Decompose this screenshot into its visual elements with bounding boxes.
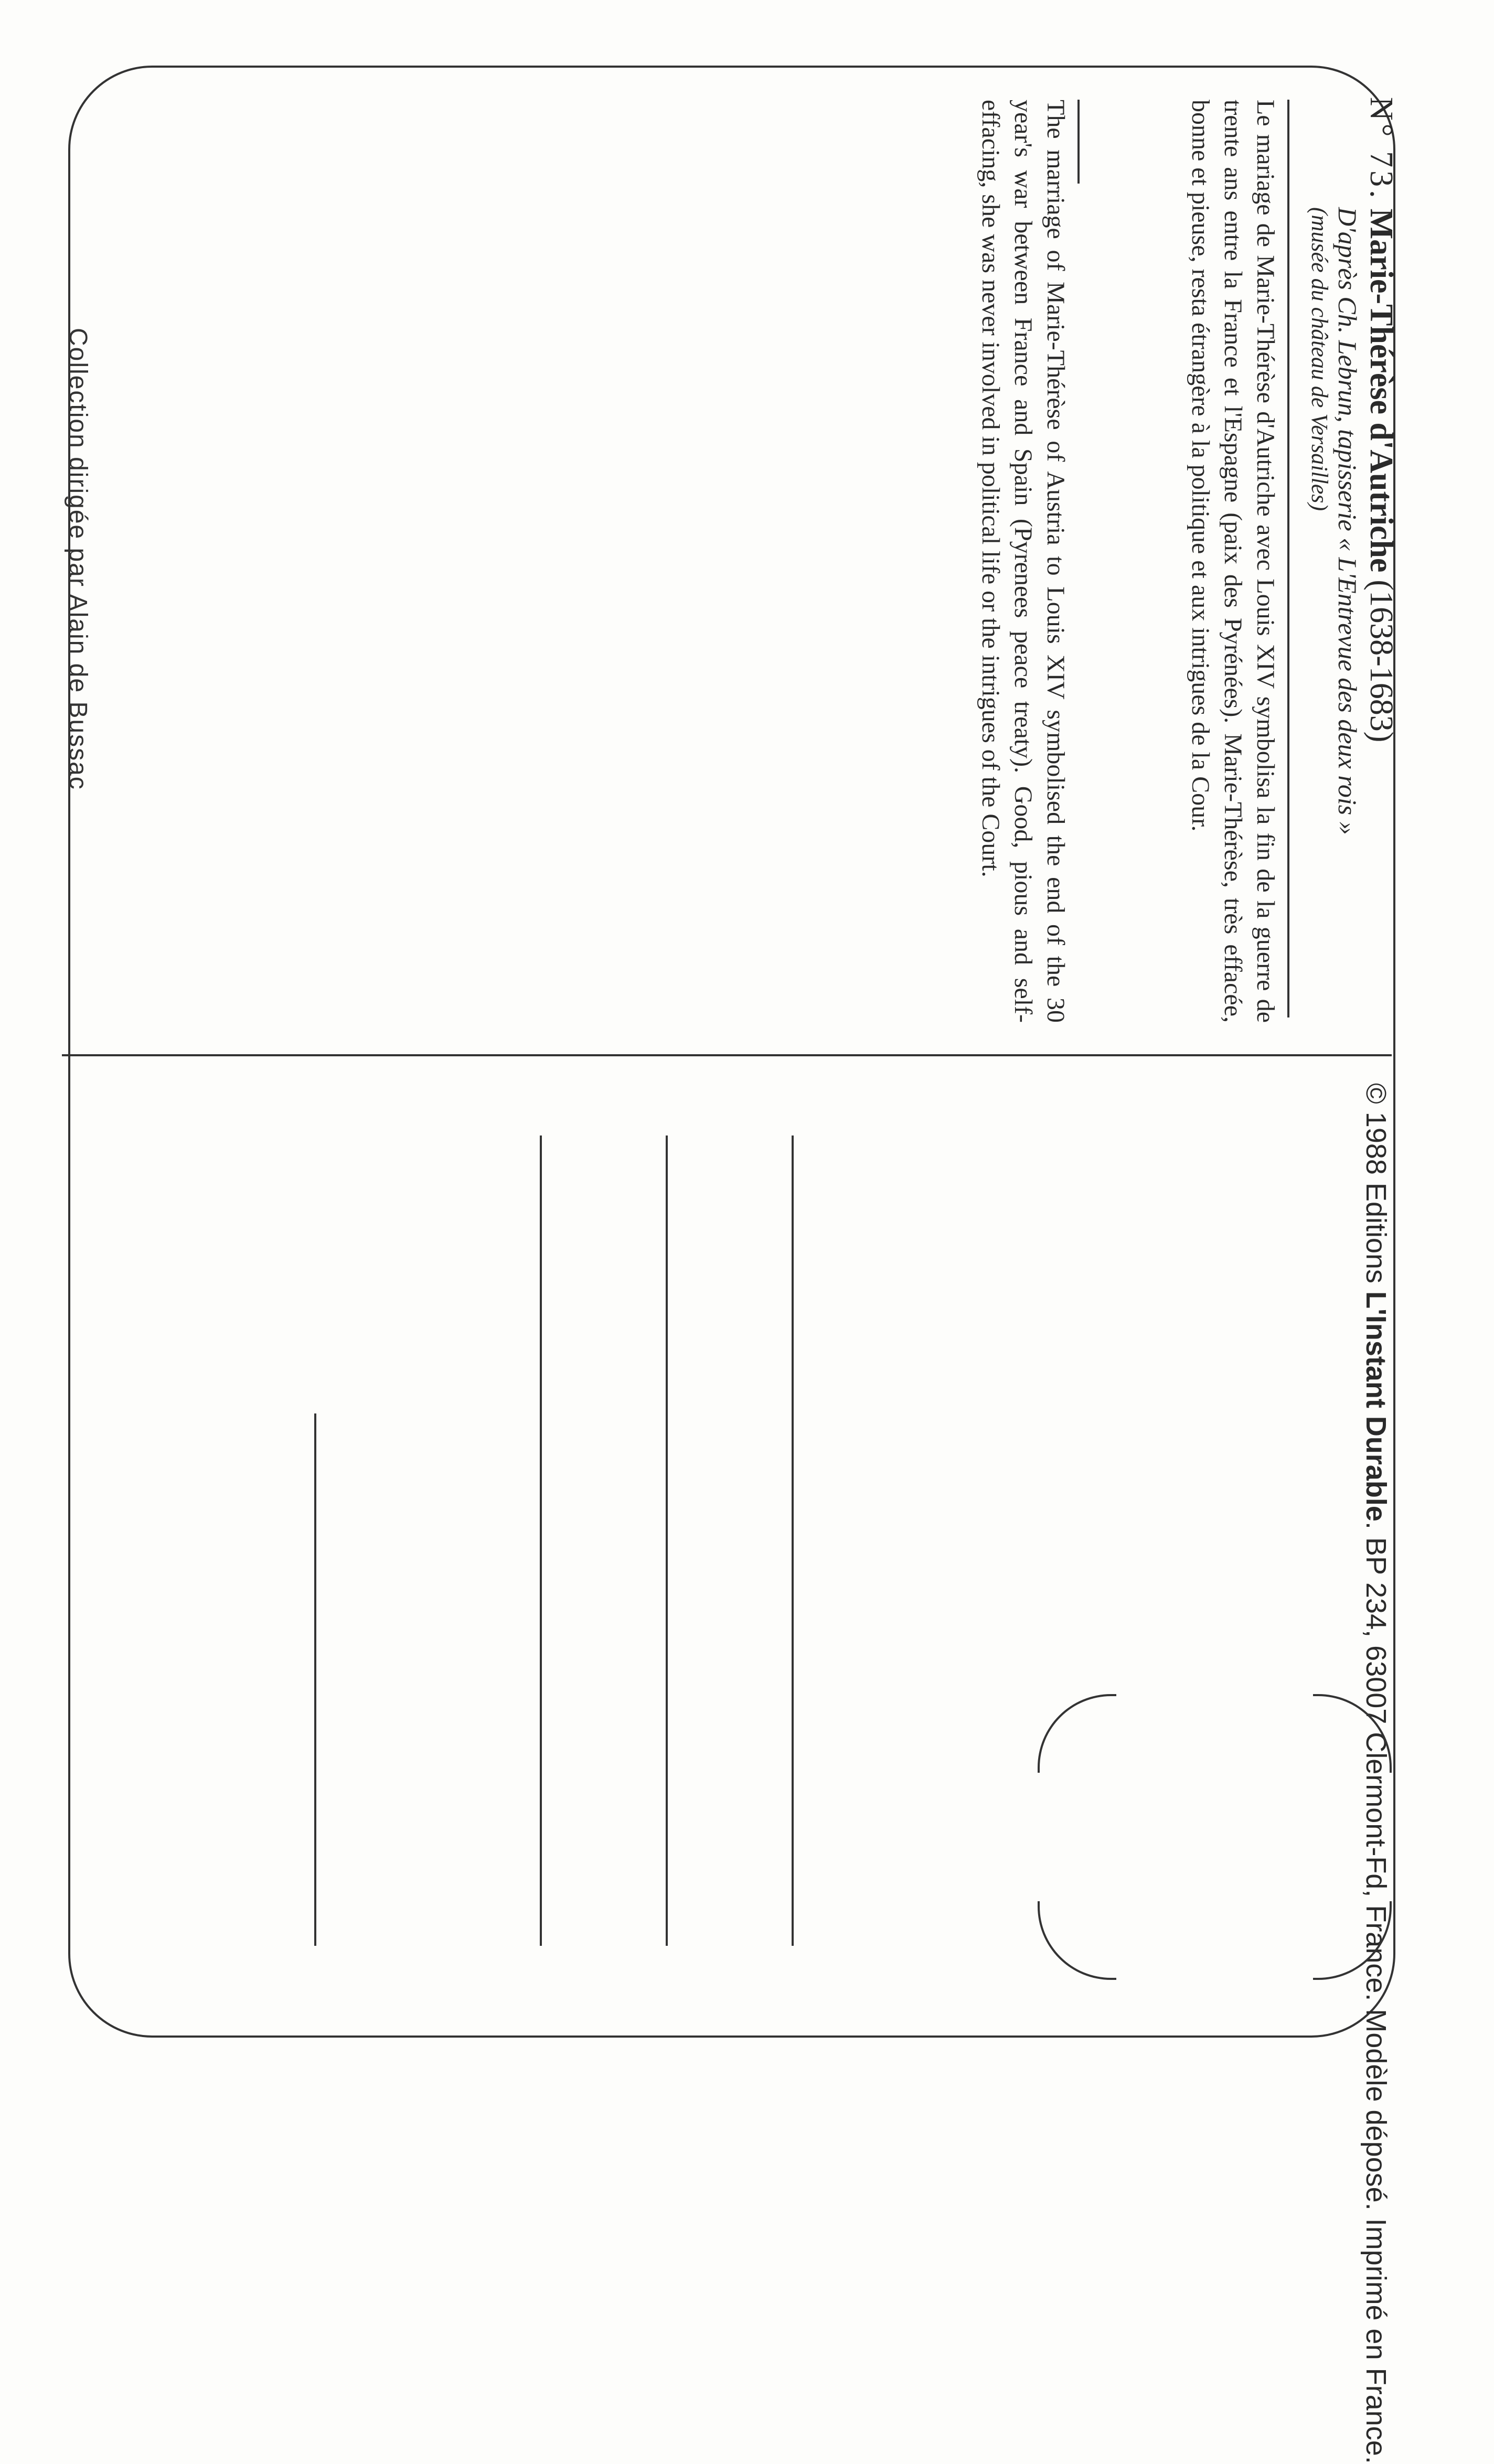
description-french: Le mariage de Marie-Thérèse d'Autriche avec Louis XIV symbolisa la fin de la guerre de trente ans entre la France et l'Espagne (paix des Pyrénées). Marie-Thérèse, très effacée, bonne et pieuse, resta étrangère à la politique et aux intrigues de la Cour. <box>1187 100 1279 1023</box>
card-subtitle: D'après Ch. Lebrun, tapisserie « L'Entrevue des deux rois » <box>1333 207 1362 835</box>
stamp-box-corner-bottom-right <box>1038 1901 1116 1980</box>
collection-credit: Collection dirigée par Alain de Bussac <box>64 328 92 790</box>
publisher-copyright <box>1360 1083 1392 2464</box>
address-line-3 <box>540 1135 542 1946</box>
copyright-suffix: . BP 234, 63007 Clermont-Fd, France. Modèle déposé. Imprimé en France. <box>1360 1521 1392 2464</box>
header-rule <box>1287 100 1289 1017</box>
address-line-4 <box>314 1413 316 1946</box>
language-separator <box>1077 100 1080 184</box>
card-title: Marie-Thérèse d'Autriche <box>1363 208 1399 573</box>
publisher-brand: L'Instant Durable <box>1360 1291 1392 1522</box>
card-number: N° 73. <box>1363 97 1399 201</box>
card-dates: (1638-1683) <box>1363 580 1399 743</box>
address-line-2 <box>666 1135 668 1946</box>
description-english: The marriage of Marie-Thérèse of Austria to Louis XIV symbolised the end of the 30 year's war between France and Spain (Pyrenees peace treaty). Good, pious and self-effacing, she was never involved in political life or the intrigues of the Court. <box>977 100 1070 1023</box>
copyright-prefix: © 1988 Editions <box>1360 1083 1392 1292</box>
address-line-1 <box>792 1135 794 1946</box>
center-divider <box>62 1054 1392 1056</box>
stamp-box-corner-bottom-left <box>1038 1694 1116 1773</box>
card-subtitle-museum: (musée du château de Versailles) <box>1307 207 1332 511</box>
